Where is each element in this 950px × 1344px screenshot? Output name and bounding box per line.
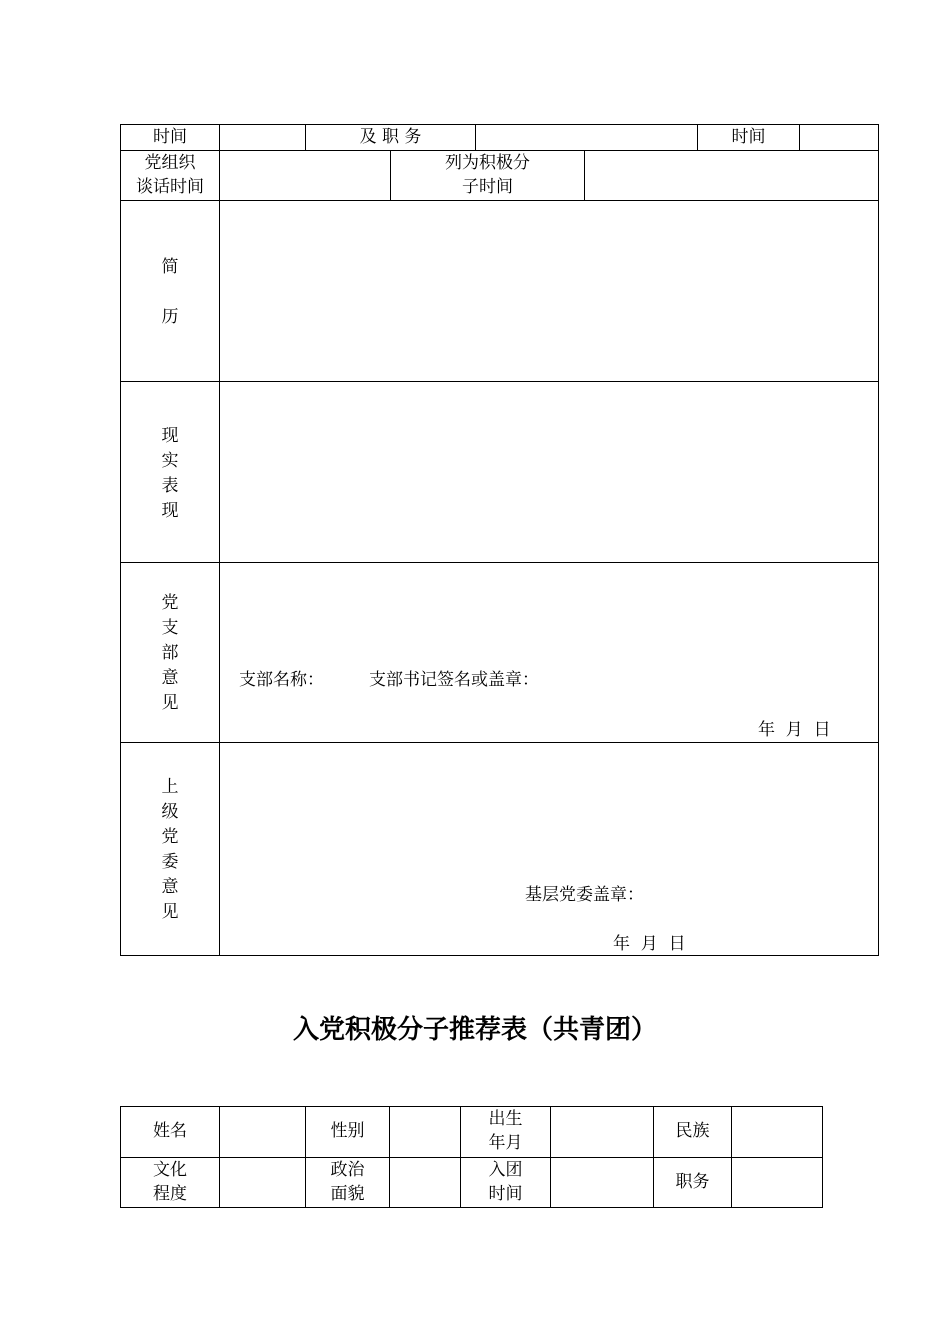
activist-time-label-line1: 列为积极分 (445, 153, 530, 173)
gender-field[interactable] (390, 1107, 460, 1157)
superior-date: 年 月 日 (613, 934, 686, 954)
political-label-line2: 面貌 (330, 1184, 365, 1204)
gender-label: 性别 (330, 1121, 365, 1141)
branch-opinion-label: 党 支 部 意 见 (161, 593, 179, 713)
time-field[interactable] (220, 125, 305, 150)
time-field-2[interactable] (800, 125, 878, 150)
birth-label-line2: 年月 (488, 1133, 523, 1153)
branch-name-label: 支部名称： (239, 670, 324, 690)
position-field[interactable] (476, 125, 697, 150)
time-label: 时间 (153, 127, 187, 147)
name-field[interactable] (220, 1107, 305, 1157)
activist-time-label-line2: 子时间 (462, 177, 513, 197)
time-label-2: 时间 (731, 127, 766, 147)
ethnicity-label: 民族 (675, 1121, 710, 1141)
name-label: 姓名 (153, 1121, 187, 1141)
birth-label-line1: 出生 (488, 1109, 523, 1129)
resume-field[interactable] (220, 201, 878, 381)
political-field[interactable] (390, 1158, 460, 1207)
birth-field[interactable] (551, 1107, 653, 1157)
branch-secretary-label: 支部书记签名或盖章： (369, 670, 539, 690)
branch-opinion-field[interactable] (220, 563, 878, 742)
branch-date: 年 月 日 (758, 720, 831, 740)
activist-time-field[interactable] (585, 151, 878, 200)
superior-opinion-label: 上 级 党 委 意 见 (161, 777, 179, 922)
performance-field[interactable] (220, 382, 878, 562)
education-label-line2: 程度 (153, 1184, 187, 1204)
talk-time-label-line1: 党组织 (144, 153, 196, 173)
talk-time-label-line2: 谈话时间 (136, 177, 204, 197)
performance-label: 现 实 表 现 (161, 426, 179, 521)
league-label-line1: 入团 (488, 1160, 523, 1180)
talk-time-field[interactable] (220, 151, 390, 200)
position-field-bottom[interactable] (732, 1158, 822, 1207)
committee-seal-label: 基层党委盖章： (525, 885, 644, 905)
superior-opinion-field[interactable] (220, 743, 878, 955)
political-label-line1: 政治 (330, 1160, 365, 1180)
league-label-line2: 时间 (488, 1184, 523, 1204)
education-field[interactable] (220, 1158, 305, 1207)
position-label-bottom: 职务 (675, 1172, 710, 1192)
ethnicity-field[interactable] (732, 1107, 822, 1157)
resume-label: 简 历 (161, 257, 179, 327)
position-label: 及 职 务 (359, 127, 422, 147)
education-label-line1: 文化 (153, 1160, 187, 1180)
page-title: 入党积极分子推荐表（共青团） (292, 1015, 657, 1045)
league-field[interactable] (551, 1158, 653, 1207)
